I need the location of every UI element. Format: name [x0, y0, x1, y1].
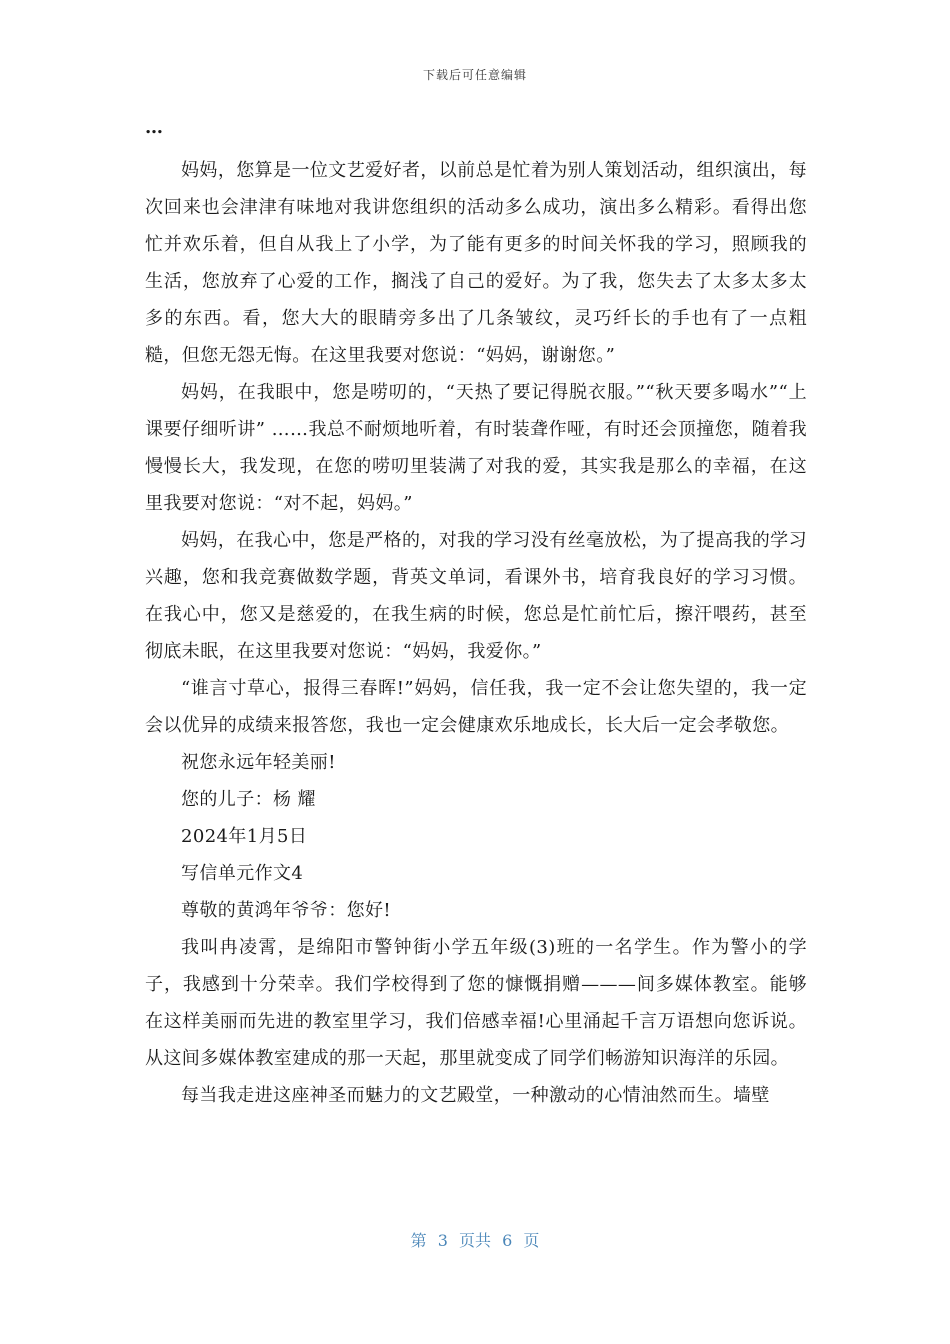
letter-date: 2024年1月5日 — [181, 826, 308, 847]
page-header: 下载后可任意编辑 — [422, 68, 527, 82]
body-paragraph: 我叫冉凌霄，是绵阳市警钟街小学五年级(3)班的一名学生。作为警小的学子，我感到十分荣幸。我们学校得到了您的慷慨捐赠———间多媒体教室。能够在这样美丽而先进的教室里学习，我们倍感幸福!心里涌起千言万语想向您诉说。从这间多媒体教室建成的那一天起，那里就变成了同学们畅游知识海洋的乐园。 — [145, 937, 807, 1069]
body-paragraph: 妈妈，在我眼中，您是唠叨的，“天热了要记得脱衣服。”“秋天要多喝水”“上课要仔细听讲” ……我总不耐烦地听着，有时装聋作哑，有时还会顶撞您，随着我慢慢长大，我发现，在您的唠叨里装满了对我的爱，其实我是那么的幸福，在这里我要对您说：“对不起，妈妈。” — [145, 382, 807, 514]
letter-signature: 您的儿子：杨 耀 — [181, 789, 316, 810]
body-paragraph: 妈妈，您算是一位文艺爱好者，以前总是忙着为别人策划活动，组织演出，每次回来也会津津有味地对我讲您组织的活动多么成功，演出多么精彩。看得出您忙并欢乐着，但自从我上了小学，为了能有更多的时间关怀我的学习，照顾我的生活，您放弃了心爱的工作，搁浅了自己的爱好。为了我，您失去了太多太多太多的东西。看，您大大的眼睛旁多出了几条皱纹，灵巧纤长的手也有了一点粗糙，但您无怨无悔。在这里我要对您说：“妈妈，谢谢您。” — [145, 160, 807, 366]
letter-salutation: 尊敬的黄鸿年爷爷：您好! — [181, 900, 392, 921]
body-paragraph: 每当我走进这座神圣而魅力的文艺殿堂，一种激动的心情油然而生。墙壁 — [181, 1085, 770, 1106]
body-paragraph: 妈妈，在我心中，您是严格的，对我的学习没有丝毫放松，为了提高我的学习兴趣，您和我竞赛做数学题，背英文单词，看课外书，培育我良好的学习习惯。在我心中，您又是慈爱的，在我生病的时候，您总是忙前忙后，擦汗喂药，甚至彻底未眠，在这里我要对您说：“妈妈，我爱你。” — [145, 530, 807, 662]
section-title: 写信单元作文4 — [181, 863, 304, 884]
body-paragraph: “谁言寸草心，报得三春晖!”妈妈，信任我，我一定不会让您失望的，我一定会以优异的成绩来报答您，我也一定会健康欢乐地成长，长大后一定会孝敬您。 — [145, 678, 807, 736]
page-number-footer: 第 3 页共 6 页 — [410, 1231, 540, 1250]
ellipsis-marker: … — [145, 117, 164, 138]
document-body — [145, 116, 807, 1114]
letter-closing: 祝您永远年轻美丽! — [181, 752, 336, 773]
